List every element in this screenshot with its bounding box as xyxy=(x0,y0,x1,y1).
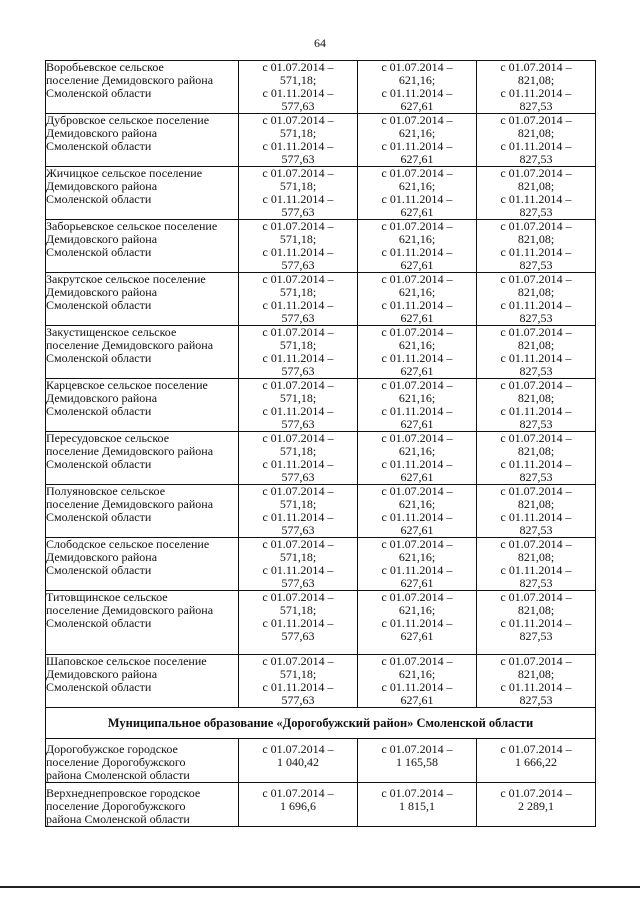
tariff-value-2-line: 621,16; xyxy=(398,667,436,681)
tariff-value-2-line: с 01.11.2014 – xyxy=(381,86,453,100)
tariff-value-3-line: 827,53 xyxy=(519,99,553,113)
table-row xyxy=(46,739,596,783)
settlement-name-line: Шаповское сельское поселение xyxy=(46,654,207,668)
tariff-value-2-line: 627,61 xyxy=(400,629,434,643)
tariff-value-2-line: с 01.11.2014 – xyxy=(381,298,453,312)
settlement-name-line: Верхнеднепровское городское xyxy=(46,786,201,800)
tariff-value-2-line: 621,16; xyxy=(398,338,436,352)
settlement-name-line: Титовщинское сельское xyxy=(46,590,168,604)
settlement-name-line: Заборьевское сельское поселение xyxy=(46,219,218,233)
tariff-value-3 xyxy=(477,783,596,827)
settlement-name-line: Жичицкое сельское поселение xyxy=(46,166,203,180)
tariff-value-1 xyxy=(239,655,358,708)
tariff-value-1-line: 577,63 xyxy=(281,470,315,484)
tariff-value-1 xyxy=(239,783,358,827)
tariff-value-1-line: с 01.07.2014 – xyxy=(262,742,334,756)
tariff-value-3 xyxy=(477,220,596,273)
tariff-value-3-line: с 01.11.2014 – xyxy=(500,510,572,524)
tariff-value-1-line: с 01.11.2014 – xyxy=(262,404,334,418)
tariff-value-2-line: 621,16; xyxy=(398,126,436,140)
tariff-value-1-line: с 01.07.2014 – xyxy=(262,786,334,800)
settlement-name xyxy=(46,273,239,326)
tariff-value-1-line: 571,18; xyxy=(279,232,317,246)
section-title: Муниципальное образование «Дорогобужский район» Смоленской области xyxy=(46,708,596,739)
settlement-name-line: поселение Демидовского района xyxy=(46,603,214,617)
settlement-name-line: Демидовского района xyxy=(46,550,158,564)
table-row xyxy=(46,485,596,538)
tariff-value-1-line: 577,63 xyxy=(281,629,315,643)
tariff-value-3-line: с 01.07.2014 – xyxy=(500,378,572,392)
tariff-value-2-line: 627,61 xyxy=(400,152,434,166)
tariff-value-1-line: с 01.07.2014 – xyxy=(262,654,334,668)
tariff-value-1-line: 577,63 xyxy=(281,258,315,272)
settlement-name xyxy=(46,739,239,783)
tariff-value-1-line: с 01.11.2014 – xyxy=(262,563,334,577)
settlement-name-line: Демидовского района xyxy=(46,126,158,140)
tariff-value-3-line: с 01.11.2014 – xyxy=(500,616,572,630)
tariff-value-1 xyxy=(239,61,358,114)
settlement-name-line: Смоленской области xyxy=(46,563,152,577)
settlement-name-line: Демидовского района xyxy=(46,391,158,405)
tariff-value-3-line: 821,08; xyxy=(517,444,555,458)
tariff-value-1 xyxy=(239,379,358,432)
tariff-value-2 xyxy=(358,485,477,538)
tariff-value-1-line: 577,63 xyxy=(281,205,315,219)
tariff-value-1-line: с 01.07.2014 – xyxy=(262,219,334,233)
tariff-table xyxy=(45,60,596,827)
tariff-value-3-line: с 01.07.2014 – xyxy=(500,60,572,74)
settlement-name-line: Смоленской области xyxy=(46,245,152,259)
settlement-name-line: Смоленской области xyxy=(46,616,152,630)
tariff-value-1 xyxy=(239,591,358,655)
settlement-name-line: Дорогобужское городское xyxy=(46,742,178,756)
tariff-value-3-line: с 01.07.2014 – xyxy=(500,272,572,286)
tariff-value-3 xyxy=(477,379,596,432)
tariff-value-1-line: с 01.07.2014 – xyxy=(262,484,334,498)
tariff-value-2-line: 627,61 xyxy=(400,470,434,484)
table-row xyxy=(46,591,596,655)
tariff-value-3-line: 827,53 xyxy=(519,205,553,219)
tariff-value-2-line: с 01.07.2014 – xyxy=(381,590,453,604)
tariff-value-2-line: с 01.11.2014 – xyxy=(381,563,453,577)
tariff-value-2-line: с 01.07.2014 – xyxy=(381,537,453,551)
settlement-name-line: Воробьевское сельское xyxy=(46,60,164,74)
tariff-value-3-line: с 01.07.2014 – xyxy=(500,325,572,339)
tariff-value-1-line: 1 040,42 xyxy=(277,755,319,769)
settlement-name-line: поселение Дорогобужского xyxy=(46,755,186,769)
tariff-value-1-line: с 01.07.2014 – xyxy=(262,113,334,127)
tariff-value-3-line: 827,53 xyxy=(519,364,553,378)
tariff-value-2-line: 627,61 xyxy=(400,311,434,325)
tariff-value-3-line: с 01.07.2014 – xyxy=(500,431,572,445)
settlement-name-line: района Смоленской области xyxy=(46,812,190,826)
tariff-value-3-line: с 01.11.2014 – xyxy=(500,298,572,312)
table-row xyxy=(46,220,596,273)
tariff-value-2-line: 621,16; xyxy=(398,73,436,87)
tariff-value-2-line: с 01.07.2014 – xyxy=(381,166,453,180)
tariff-value-3-line: с 01.07.2014 – xyxy=(500,590,572,604)
tariff-value-3-line: 821,08; xyxy=(517,232,555,246)
tariff-value-2 xyxy=(358,432,477,485)
settlement-name-line: поселение Демидовского района xyxy=(46,73,214,87)
tariff-value-3-line: с 01.07.2014 – xyxy=(500,219,572,233)
page-number: 64 xyxy=(314,36,326,50)
tariff-value-1-line: с 01.07.2014 – xyxy=(262,590,334,604)
table-row xyxy=(46,783,596,827)
tariff-value-2-line: 627,61 xyxy=(400,364,434,378)
settlement-name-line: Смоленской области xyxy=(46,351,152,365)
tariff-value-2-line: с 01.07.2014 – xyxy=(381,60,453,74)
settlement-name-line: Демидовского района xyxy=(46,232,158,246)
table-row xyxy=(46,273,596,326)
tariff-value-1-line: 577,63 xyxy=(281,693,315,707)
settlement-name-line: Смоленской области xyxy=(46,298,152,312)
tariff-value-3-line: 827,53 xyxy=(519,311,553,325)
tariff-value-3-line: с 01.11.2014 – xyxy=(500,139,572,153)
settlement-name xyxy=(46,655,239,708)
tariff-value-2-line: с 01.07.2014 – xyxy=(381,786,453,800)
settlement-name xyxy=(46,485,239,538)
tariff-value-2-line: с 01.07.2014 – xyxy=(381,742,453,756)
tariff-value-2-line: 621,16; xyxy=(398,285,436,299)
tariff-value-3-line: 821,08; xyxy=(517,603,555,617)
tariff-value-1-line: с 01.11.2014 – xyxy=(262,351,334,365)
settlement-name-line: района Смоленской области xyxy=(46,768,190,782)
tariff-value-1-line: 571,18; xyxy=(279,444,317,458)
tariff-value-2-line: 627,61 xyxy=(400,258,434,272)
tariff-value-1-line: 577,63 xyxy=(281,523,315,537)
tariff-value-2-line: 621,16; xyxy=(398,444,436,458)
tariff-value-1-line: 577,63 xyxy=(281,576,315,590)
tariff-value-3 xyxy=(477,485,596,538)
tariff-value-3-line: с 01.11.2014 – xyxy=(500,192,572,206)
tariff-value-1-line: с 01.07.2014 – xyxy=(262,325,334,339)
tariff-value-2-line: с 01.07.2014 – xyxy=(381,113,453,127)
settlement-name xyxy=(46,432,239,485)
tariff-value-1 xyxy=(239,538,358,591)
tariff-value-2-line: с 01.11.2014 – xyxy=(381,457,453,471)
tariff-value-3-line: 827,53 xyxy=(519,258,553,272)
tariff-value-2 xyxy=(358,591,477,655)
tariff-value-2 xyxy=(358,379,477,432)
tariff-value-1-line: с 01.07.2014 – xyxy=(262,166,334,180)
tariff-value-2-line: с 01.07.2014 – xyxy=(381,431,453,445)
settlement-name-line: Демидовского района xyxy=(46,179,158,193)
tariff-value-2 xyxy=(358,655,477,708)
tariff-value-3 xyxy=(477,167,596,220)
tariff-value-3-line: с 01.07.2014 – xyxy=(500,484,572,498)
tariff-value-3-line: 821,08; xyxy=(517,73,555,87)
tariff-value-2 xyxy=(358,167,477,220)
table-row xyxy=(46,61,596,114)
tariff-value-1-line: 577,63 xyxy=(281,417,315,431)
tariff-value-2 xyxy=(358,273,477,326)
tariff-value-2-line: с 01.11.2014 – xyxy=(381,680,453,694)
tariff-value-2-line: 1 165,58 xyxy=(396,755,438,769)
table-row xyxy=(46,655,596,708)
tariff-value-1-line: 571,18; xyxy=(279,338,317,352)
tariff-value-1 xyxy=(239,114,358,167)
tariff-value-3-line: с 01.11.2014 – xyxy=(500,457,572,471)
section-row xyxy=(46,708,596,739)
tariff-value-1-line: с 01.11.2014 – xyxy=(262,245,334,259)
tariff-value-2-line: 621,16; xyxy=(398,497,436,511)
tariff-value-2 xyxy=(358,114,477,167)
tariff-value-2 xyxy=(358,220,477,273)
settlement-name-line: Слободское сельское поселение xyxy=(46,537,210,551)
tariff-value-3-line: с 01.07.2014 – xyxy=(500,537,572,551)
table-row xyxy=(46,114,596,167)
tariff-value-2-line: с 01.11.2014 – xyxy=(381,192,453,206)
tariff-value-2-line: с 01.11.2014 – xyxy=(381,510,453,524)
settlement-name xyxy=(46,220,239,273)
tariff-value-2-line: с 01.07.2014 – xyxy=(381,272,453,286)
settlement-name-line: Смоленской области xyxy=(46,192,152,206)
tariff-value-1-line: 571,18; xyxy=(279,667,317,681)
tariff-value-1-line: с 01.07.2014 – xyxy=(262,431,334,445)
settlement-name xyxy=(46,538,239,591)
table-row xyxy=(46,538,596,591)
tariff-value-3-line: 827,53 xyxy=(519,470,553,484)
tariff-value-1-line: с 01.11.2014 – xyxy=(262,510,334,524)
tariff-value-3-line: с 01.11.2014 – xyxy=(500,86,572,100)
settlement-name-line: Закрутское сельское поселение xyxy=(46,272,206,286)
tariff-value-1-line: 577,63 xyxy=(281,99,315,113)
tariff-value-1-line: 571,18; xyxy=(279,391,317,405)
tariff-value-2-line: 621,16; xyxy=(398,391,436,405)
tariff-value-1 xyxy=(239,485,358,538)
tariff-value-2-line: 621,16; xyxy=(398,232,436,246)
tariff-value-3 xyxy=(477,61,596,114)
settlement-name-line: Смоленской области xyxy=(46,86,152,100)
settlement-name xyxy=(46,167,239,220)
tariff-value-1-line: с 01.11.2014 – xyxy=(262,139,334,153)
tariff-value-1 xyxy=(239,220,358,273)
tariff-value-2-line: 621,16; xyxy=(398,550,436,564)
tariff-value-3-line: с 01.11.2014 – xyxy=(500,351,572,365)
tariff-value-3-line: с 01.11.2014 – xyxy=(500,563,572,577)
tariff-value-3-line: с 01.11.2014 – xyxy=(500,680,572,694)
tariff-value-3-line: 827,53 xyxy=(519,152,553,166)
tariff-value-3-line: с 01.07.2014 – xyxy=(500,113,572,127)
settlement-name-line: Смоленской области xyxy=(46,404,152,418)
tariff-value-3-line: 821,08; xyxy=(517,338,555,352)
tariff-value-3 xyxy=(477,273,596,326)
tariff-value-3-line: 827,53 xyxy=(519,523,553,537)
tariff-value-3-line: с 01.07.2014 – xyxy=(500,786,572,800)
tariff-value-3 xyxy=(477,655,596,708)
settlement-name-line: поселение Демидовского района xyxy=(46,497,214,511)
tariff-value-2-line: с 01.07.2014 – xyxy=(381,378,453,392)
tariff-value-2-line: 627,61 xyxy=(400,523,434,537)
tariff-value-3 xyxy=(477,114,596,167)
tariff-value-1-line: 571,18; xyxy=(279,603,317,617)
settlement-name xyxy=(46,326,239,379)
tariff-value-3-line: 821,08; xyxy=(517,550,555,564)
tariff-value-1-line: с 01.07.2014 – xyxy=(262,60,334,74)
tariff-value-2-line: 627,61 xyxy=(400,205,434,219)
tariff-value-3-line: 827,53 xyxy=(519,693,553,707)
tariff-value-1-line: с 01.11.2014 – xyxy=(262,86,334,100)
settlement-name xyxy=(46,783,239,827)
tariff-value-1-line: с 01.11.2014 – xyxy=(262,192,334,206)
tariff-value-2 xyxy=(358,783,477,827)
tariff-value-1-line: с 01.07.2014 – xyxy=(262,272,334,286)
tariff-value-3-line: 827,53 xyxy=(519,629,553,643)
tariff-value-2-line: 621,16; xyxy=(398,603,436,617)
tariff-value-3 xyxy=(477,591,596,655)
tariff-value-3-line: 827,53 xyxy=(519,576,553,590)
tariff-value-2-line: с 01.07.2014 – xyxy=(381,484,453,498)
tariff-value-2 xyxy=(358,61,477,114)
table-row xyxy=(46,379,596,432)
tariff-value-3-line: с 01.07.2014 – xyxy=(500,166,572,180)
tariff-value-1-line: 571,18; xyxy=(279,126,317,140)
table-row xyxy=(46,432,596,485)
tariff-value-1 xyxy=(239,273,358,326)
tariff-value-3-line: 821,08; xyxy=(517,285,555,299)
tariff-value-3-line: с 01.07.2014 – xyxy=(500,654,572,668)
tariff-value-3 xyxy=(477,326,596,379)
tariff-value-2-line: 627,61 xyxy=(400,693,434,707)
tariff-value-3-line: 821,08; xyxy=(517,126,555,140)
tariff-value-2 xyxy=(358,326,477,379)
tariff-value-1-line: 577,63 xyxy=(281,364,315,378)
tariff-value-1-line: 1 696,6 xyxy=(280,799,316,813)
tariff-value-2-line: с 01.07.2014 – xyxy=(381,654,453,668)
tariff-value-1-line: с 01.11.2014 – xyxy=(262,680,334,694)
tariff-value-2-line: с 01.07.2014 – xyxy=(381,325,453,339)
tariff-value-3-line: с 01.07.2014 – xyxy=(500,742,572,756)
tariff-value-3-line: 1 666,22 xyxy=(515,755,557,769)
tariff-value-1-line: с 01.11.2014 – xyxy=(262,457,334,471)
tariff-value-1-line: 571,18; xyxy=(279,497,317,511)
tariff-value-1 xyxy=(239,326,358,379)
tariff-value-1-line: 571,18; xyxy=(279,285,317,299)
settlement-name xyxy=(46,379,239,432)
settlement-name-line: поселение Демидовского района xyxy=(46,444,214,458)
tariff-value-2-line: 627,61 xyxy=(400,417,434,431)
tariff-value-2-line: с 01.07.2014 – xyxy=(381,219,453,233)
tariff-value-3 xyxy=(477,739,596,783)
tariff-value-3-line: 827,53 xyxy=(519,417,553,431)
bottom-rule xyxy=(0,886,640,888)
settlement-name-line: Смоленской области xyxy=(46,139,152,153)
tariff-value-3-line: с 01.11.2014 – xyxy=(500,404,572,418)
settlement-name-line: поселение Дорогобужского xyxy=(46,799,186,813)
tariff-value-2-line: 621,16; xyxy=(398,179,436,193)
table-row xyxy=(46,326,596,379)
table-row xyxy=(46,167,596,220)
settlement-name xyxy=(46,61,239,114)
tariff-value-1-line: с 01.07.2014 – xyxy=(262,537,334,551)
settlement-name-line: Демидовского района xyxy=(46,285,158,299)
tariff-value-3 xyxy=(477,432,596,485)
settlement-name xyxy=(46,114,239,167)
tariff-value-1-line: 571,18; xyxy=(279,73,317,87)
tariff-value-3-line: 821,08; xyxy=(517,667,555,681)
tariff-value-2-line: 627,61 xyxy=(400,576,434,590)
tariff-value-2-line: 1 815,1 xyxy=(399,799,435,813)
settlement-name-line: Смоленской области xyxy=(46,457,152,471)
tariff-value-3-line: 2 289,1 xyxy=(518,799,554,813)
tariff-value-2-line: с 01.11.2014 – xyxy=(381,616,453,630)
tariff-value-3-line: 821,08; xyxy=(517,391,555,405)
tariff-value-2 xyxy=(358,538,477,591)
tariff-value-3-line: 821,08; xyxy=(517,179,555,193)
tariff-value-1-line: с 01.07.2014 – xyxy=(262,378,334,392)
settlement-name-line: Смоленской области xyxy=(46,510,152,524)
tariff-value-2-line: с 01.11.2014 – xyxy=(381,245,453,259)
settlement-name-line: поселение Демидовского района xyxy=(46,338,214,352)
tariff-value-3 xyxy=(477,538,596,591)
tariff-value-1-line: 571,18; xyxy=(279,550,317,564)
tariff-value-1-line: 577,63 xyxy=(281,152,315,166)
tariff-value-3-line: 821,08; xyxy=(517,497,555,511)
settlement-name-line: Пересудовское сельское xyxy=(46,431,170,445)
tariff-value-3-line: с 01.11.2014 – xyxy=(500,245,572,259)
settlement-name-line: Дубровское сельское поселение xyxy=(46,113,210,127)
tariff-value-1-line: 571,18; xyxy=(279,179,317,193)
tariff-value-2-line: 627,61 xyxy=(400,99,434,113)
settlement-name xyxy=(46,591,239,655)
settlement-name-line: Полуяновское сельское xyxy=(46,484,166,498)
settlement-name-line: Демидовского района xyxy=(46,667,158,681)
settlement-name-line: Закустищенское сельское xyxy=(46,325,177,339)
tariff-value-1-line: с 01.11.2014 – xyxy=(262,298,334,312)
tariff-value-1-line: 577,63 xyxy=(281,311,315,325)
tariff-value-1-line: с 01.11.2014 – xyxy=(262,616,334,630)
tariff-value-1 xyxy=(239,739,358,783)
tariff-value-1 xyxy=(239,432,358,485)
tariff-value-1 xyxy=(239,167,358,220)
tariff-value-2-line: с 01.11.2014 – xyxy=(381,351,453,365)
tariff-value-2-line: с 01.11.2014 – xyxy=(381,139,453,153)
tariff-value-2-line: с 01.11.2014 – xyxy=(381,404,453,418)
tariff-value-2 xyxy=(358,739,477,783)
settlement-name-line: Карцевское сельское поселение xyxy=(46,378,208,392)
settlement-name-line: Смоленской области xyxy=(46,680,152,694)
